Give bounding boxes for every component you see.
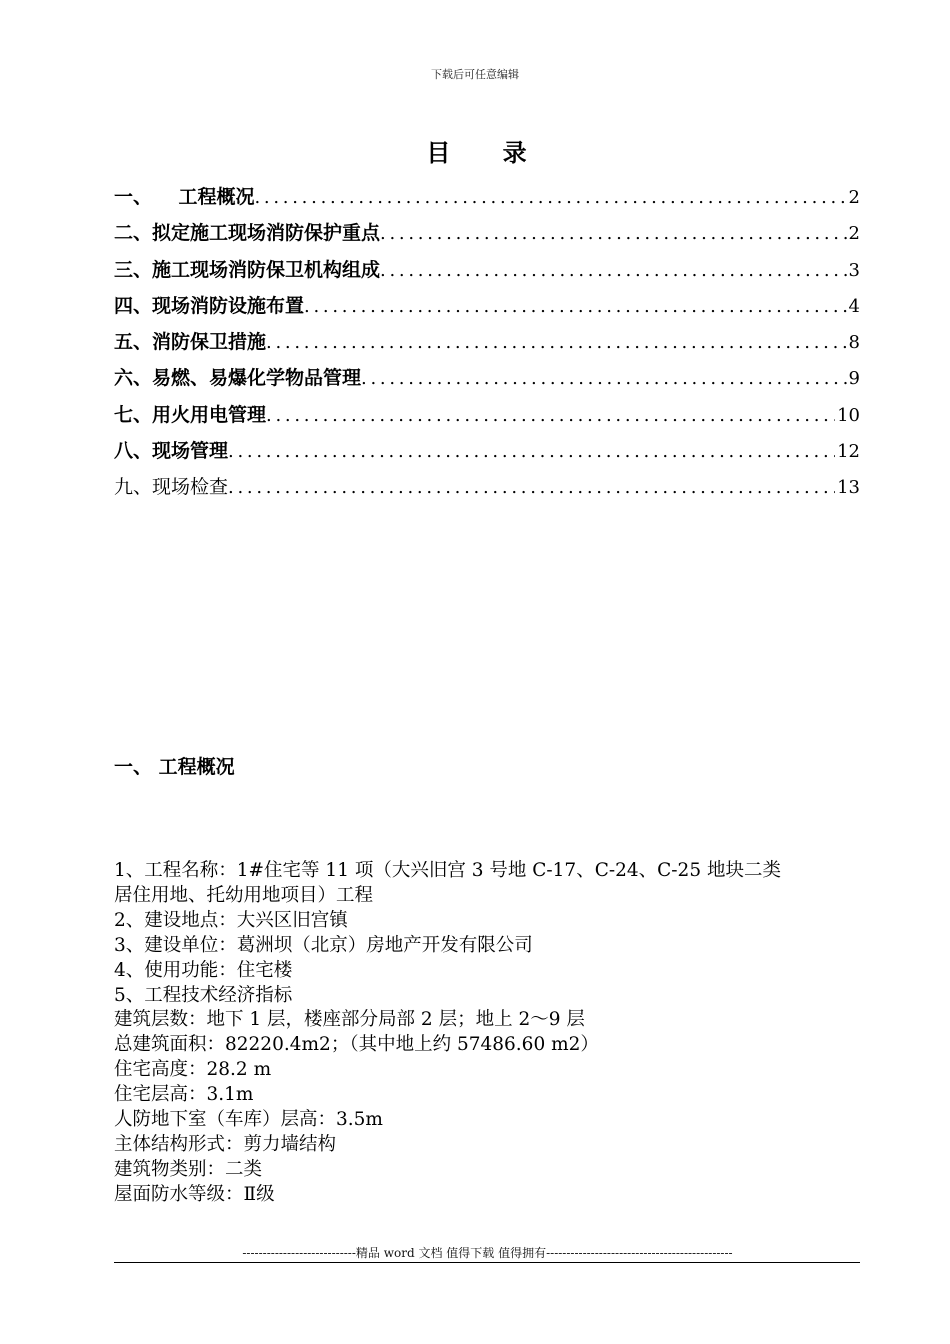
toc-leader-dots — [228, 441, 835, 462]
toc-entry-label: 一、 工程概况 — [114, 186, 255, 208]
toc-entry[interactable] — [114, 182, 860, 218]
toc-leader-dots — [380, 260, 847, 281]
toc-entry-page: 3 — [848, 259, 860, 281]
toc-entry[interactable] — [114, 363, 860, 399]
footer-rule — [114, 1262, 860, 1263]
body-line: 总建筑面积：82220.4m2；（其中地上约 57486.60 m2） — [114, 1034, 599, 1056]
toc-leader-dots — [361, 368, 847, 389]
toc-entry-label: 八、现场管理 — [114, 440, 229, 463]
body-line: 住宅层高：3.1m — [114, 1084, 254, 1106]
toc-entry-page: 8 — [848, 332, 860, 354]
body-line: 住宅高度：28.2 m — [114, 1059, 272, 1081]
toc-entry[interactable] — [114, 327, 860, 363]
toc-entry-page: 9 — [848, 368, 860, 390]
toc-entry-label: 六、易燃、易爆化学物品管理 — [114, 367, 362, 390]
toc-entry-label: 三、施工现场消防保卫机构组成 — [114, 258, 381, 281]
toc-entry-label: 七、用火用电管理 — [114, 403, 267, 426]
toc-entry-page: 2 — [848, 187, 860, 208]
toc-entry-label: 五、消防保卫措施 — [114, 331, 267, 354]
toc-leader-dots — [266, 405, 835, 426]
body-line: 4、使用功能：住宅楼 — [114, 959, 293, 981]
body-line: 建筑物类别：二类 — [114, 1158, 263, 1180]
toc-leader-dots — [266, 332, 847, 353]
body-line: 居住用地、托幼用地项目）工程 — [114, 884, 374, 906]
body-line: 主体结构形式：剪力墙结构 — [114, 1133, 337, 1155]
toc-entry[interactable] — [114, 400, 860, 436]
body-line: 建筑层数：地下 1 层，楼座部分局部 2 层；地上 2～9 层 — [114, 1009, 585, 1031]
toc-entry[interactable] — [114, 436, 860, 472]
body-line: 人防地下室（车库）层高：3.5m — [114, 1109, 383, 1131]
body-line: 屋面防水等级：Ⅱ级 — [114, 1183, 275, 1205]
toc-entry[interactable] — [114, 255, 860, 291]
toc-entry-label: 四、现场消防设施布置 — [114, 294, 305, 317]
project-overview-text — [114, 859, 864, 1208]
body-line: 5、工程技术经济指标 — [114, 984, 293, 1006]
table-of-contents — [114, 182, 860, 509]
toc-leader-dots — [304, 296, 847, 317]
toc-entry-page: 4 — [848, 295, 860, 317]
footer-note: ----------------------------精品 word 文档 值得下载 值得拥有---------------------------------------------- — [242, 1246, 733, 1260]
header-note: 下载后可任意编辑 — [431, 68, 519, 81]
toc-leader-dots — [228, 477, 835, 498]
body-line: 1、工程名称：1#住宅等 11 项（大兴旧宫 3 号地 C-17、C-24、C-25 地块二类 — [114, 860, 781, 881]
toc-entry-label: 九、现场检查 — [114, 476, 229, 499]
toc-entry-label: 二、拟定施工现场消防保护重点 — [114, 222, 381, 245]
toc-entry-page: 12 — [837, 441, 860, 463]
toc-title: 目 录 — [426, 139, 549, 167]
toc-entry-page: 2 — [848, 223, 860, 245]
section-heading: 一、 工程概况 — [114, 756, 235, 778]
body-line: 2、建设地点：大兴区旧宫镇 — [114, 909, 348, 931]
toc-entry-page: 13 — [837, 477, 860, 499]
toc-entry[interactable] — [114, 472, 860, 508]
toc-entry-page: 10 — [837, 404, 860, 426]
toc-entry[interactable] — [114, 291, 860, 327]
toc-leader-dots — [254, 187, 846, 208]
body-line: 3、建设单位：葛洲坝（北京）房地产开发有限公司 — [114, 934, 533, 956]
toc-leader-dots — [380, 223, 847, 244]
toc-entry[interactable] — [114, 218, 860, 254]
